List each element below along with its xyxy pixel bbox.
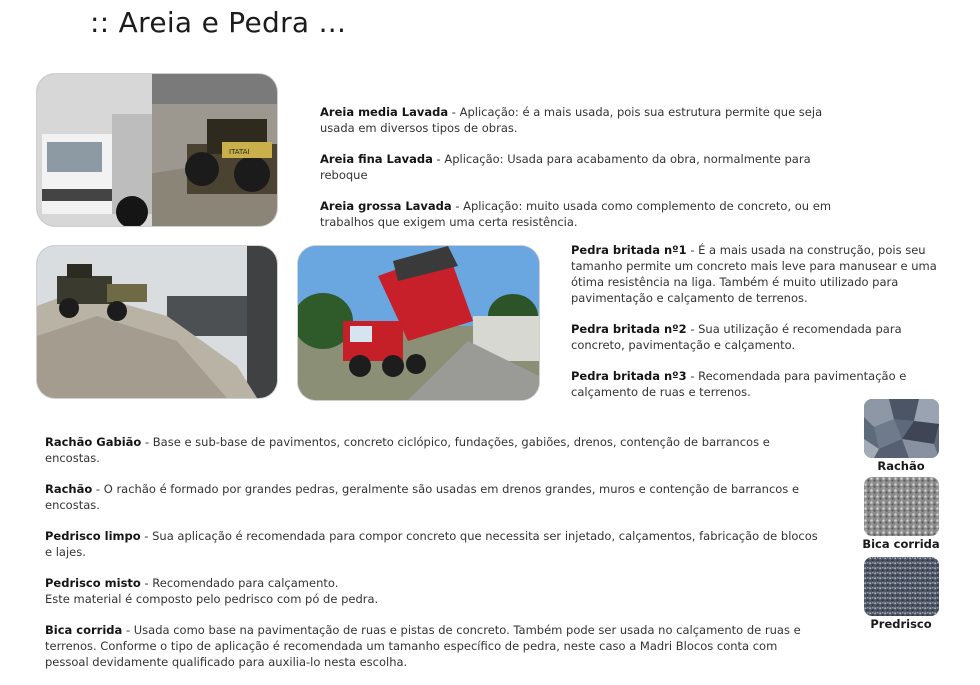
list-item <box>45 434 825 466</box>
product-description: - Sua aplicação é recomendada para compor concreto que necessita ser injetado, calçamentos, fabricação de blocos e lajes. <box>45 529 818 559</box>
page-title: :: Areia e Pedra ... <box>90 6 347 39</box>
list-item <box>45 481 825 513</box>
stone-list <box>571 242 943 415</box>
loader-sand-photo <box>37 246 277 398</box>
product-description: - Aplicação: é a mais usada, pois sua estrutura permite que seja usada em diversos tipos de obras. <box>320 105 823 135</box>
bica-corrida-caption: Bica corrida <box>862 537 940 551</box>
dump-truck-photo <box>298 246 539 400</box>
rachao-thumbnail <box>864 399 939 458</box>
list-item <box>45 622 815 670</box>
list-item <box>320 198 860 230</box>
truck-door-text: ITATAI <box>229 148 250 156</box>
product-description: - Aplicação: Usada para acabamento da obra, normalmente para reboque <box>320 152 811 182</box>
product-description: - O rachão é formado por grandes pedras, geralmente são usadas em drenos grandes, muros e contenção de barrancos e encostas. <box>45 482 800 512</box>
product-description: - Recomendado para calçamento. <box>140 576 339 590</box>
list-item <box>571 368 943 400</box>
product-name: Areia grossa Lavada <box>320 199 452 213</box>
product-description: - É a mais usada na construção, pois seu tamanho permite um concreto mais leve para manusear e uma ótima resistência na liga. Também é muito utilizado para pavimentação e calçamento de terrenos. <box>571 243 937 305</box>
product-name: Pedra britada nº2 <box>571 322 687 336</box>
product-description: - Base e sub-base de pavimentos, concreto ciclópico, fundações, gabiões, drenos, contenção de barrancos e encostas. <box>45 435 770 465</box>
pedrisco-thumbnail <box>864 557 939 616</box>
list-item <box>320 104 860 136</box>
sand-list <box>320 104 860 245</box>
pedrisco-caption: Predrisco <box>870 617 932 631</box>
product-name: Bica corrida <box>45 623 123 637</box>
product-name: Rachão <box>45 482 93 496</box>
truck-loader-photo <box>37 74 277 226</box>
list-item <box>571 242 943 306</box>
product-name: Areia media Lavada <box>320 105 449 119</box>
other-materials-list <box>45 434 825 685</box>
product-description: - Aplicação: muito usada como complemento de concreto, ou em trabalhos que exigem uma certa resistência. <box>320 199 832 229</box>
product-name: Pedrisco limpo <box>45 529 141 543</box>
product-name: Rachão Gabião <box>45 435 142 449</box>
product-name: Areia fina Lavada <box>320 152 433 166</box>
bica-corrida-thumbnail <box>864 477 939 536</box>
list-item <box>571 321 943 353</box>
list-item <box>45 528 825 560</box>
product-description: - Sua utilização é recomendada para concreto, pavimentação e calçamento. <box>571 322 902 352</box>
product-name: Pedrisco misto <box>45 576 141 590</box>
list-item <box>45 575 825 607</box>
product-extra-note: Este material é composto pelo pedrisco com pó de pedra. <box>45 592 379 606</box>
product-description: - Usada como base na pavimentação de ruas e pistas de concreto. Também pode ser usada no calçamento de ruas e terrenos. Conforme o tipo de aplicação é recomendada um tamanho específico de pedra, neste caso a Madri Blocos conta com pessoal devidamente qualificado para auxilia-lo nesta escolha. <box>45 623 801 669</box>
product-description: - Recomendada para pavimentação e calçamento de ruas e terrenos. <box>571 369 907 399</box>
product-name: Pedra britada nº1 <box>571 243 687 257</box>
list-item <box>320 151 860 183</box>
product-name: Pedra britada nº3 <box>571 369 687 383</box>
rachao-caption: Rachão <box>877 459 925 473</box>
